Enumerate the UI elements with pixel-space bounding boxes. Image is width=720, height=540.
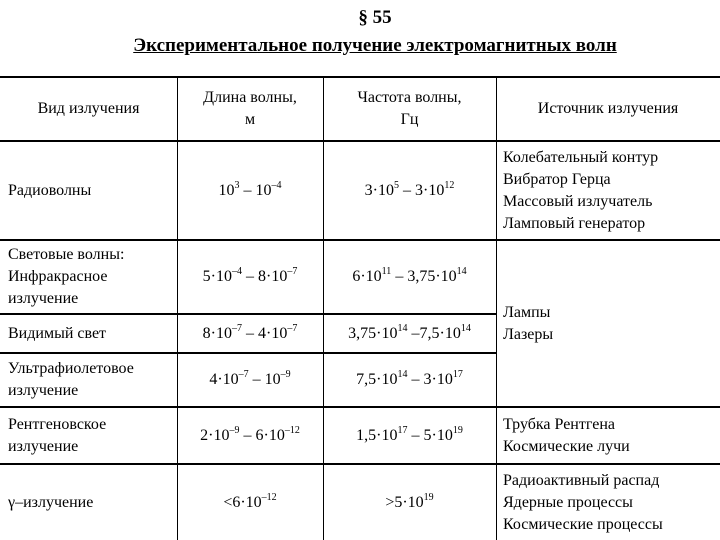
row-radio-source: Колебательный контур Вибратор Герца Массовый излучатель Ламповый генератор [503,148,659,232]
row-uv-type: Ультрафиолетовое излучение [8,360,134,399]
row-xray-type: Рентгеновское излучение [8,415,107,455]
header-frequency: Частота волны, Гц [357,89,462,128]
row-visible-wavelength: $8\cdot 10^{-7} - 4\cdot 10^{-7}$ [202,322,298,342]
page-title [0,6,720,58]
section-title: Экспериментальное получение электромагнитных волн [133,35,617,56]
row-gamma-source: Радиоактивный распад Ядерные процессы Космические процессы [503,471,663,533]
row-uv-wavelength: $4\cdot 10^{-7} - 10^{-9}$ [209,369,291,388]
row-light-source: Лампы Лазеры [503,303,554,343]
row-xray-source: Трубка Рентгена Космические лучи [503,415,630,455]
row-gamma-frequency: $>5\cdot 10^{19}$ [385,491,434,511]
row-radio-frequency: $3\cdot 10^5 - 3\cdot 10^{12}$ [364,179,455,199]
header-type: Вид излучения [37,100,140,117]
row-radio-type: Радиоволны [8,181,92,199]
row-radio-wavelength: $10^3 - 10^{-4}$ [218,179,282,199]
header-wavelength: Длина волны, м [203,89,297,128]
row-gamma-wavelength: $<6\cdot 10^{-12}$ [223,491,277,511]
header-source: Источник излучения [537,100,679,117]
row-visible-frequency: $3,75\cdot 10^{14}$ $-7,5\cdot 10^{14}$ [348,322,471,342]
row-infrared-wavelength: $5\cdot 10^{-4} - 8\cdot 10^{-7}$ [202,266,298,285]
row-visible-type: Видимый свет [8,324,107,342]
row-infrared-frequency: $6\cdot 10^{11} - 3,75\cdot 10^{14}$ [352,266,467,285]
row-infrared-type: Световые волны: Инфракрасное излучение [8,246,125,307]
row-uv-frequency: $7,5\cdot 10^{14} - 3\cdot 10^{17}$ [356,369,463,388]
row-gamma-type: γ–излучение [8,493,94,511]
section-number: § 55 [358,7,392,28]
row-xray-frequency: $1,5\cdot 10^{17} - 5\cdot 10^{19}$ [356,424,463,444]
row-xray-wavelength: $2\cdot 10^{-9} - 6\cdot 10^{-12}$ [200,424,300,444]
column-divider [496,76,497,540]
